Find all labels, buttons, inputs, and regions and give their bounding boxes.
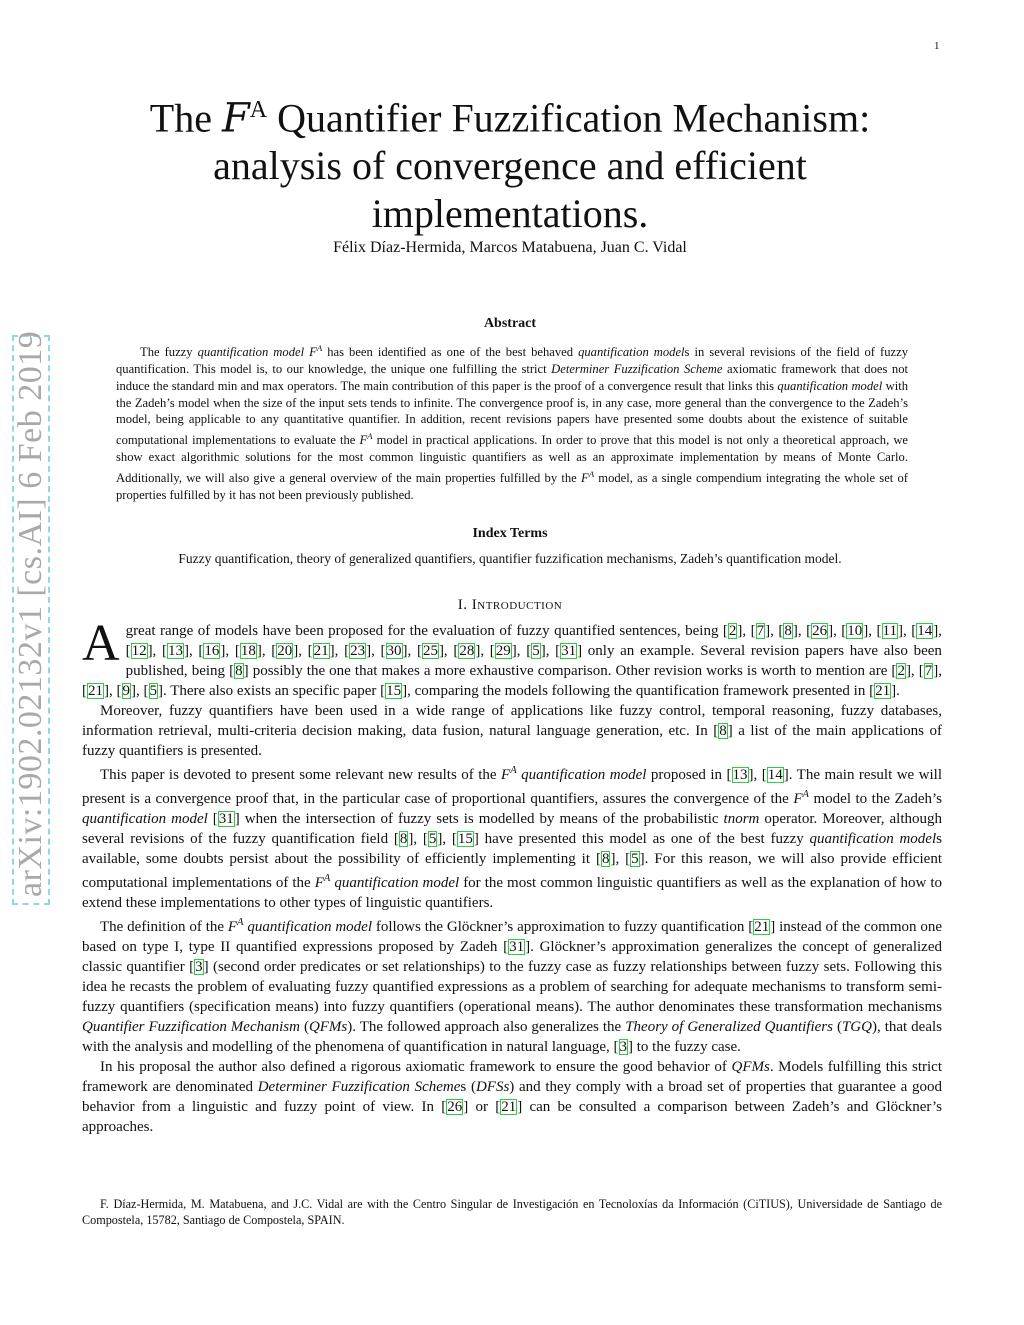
citation-link[interactable]: 7 <box>756 623 765 639</box>
citation-link[interactable]: 23 <box>350 643 366 659</box>
citation-link[interactable]: 26 <box>447 1099 463 1115</box>
index-terms: Fuzzy quantification, theory of generalized quantifiers, quantifier fuzzification mechanisms, Zadeh’s quantification model. <box>178 551 842 566</box>
citation-link[interactable]: 20 <box>277 643 293 659</box>
math-fa: $F^A$ <box>314 873 331 891</box>
citation-link[interactable]: 5 <box>428 831 437 847</box>
math-fa: $F^A$ <box>309 343 323 360</box>
paragraph-text: great range of models have been proposed for the evaluation of fuzzy quantified sentences, being [2], [7], [8], [26], [10], [11], [14], [12], [13], [16], [18], [20], [21], [23], [30], [25], [28], [29], [5], [31] only an example. Several revision papers have also been published, being [8] possibly the one that makes a more exhaustive comparison. Other revision works is worth to mention are [2], [7], [21], [9], [5]. There also exists an specific paper [15], comparing the models following the quantification framework presented in [21]. <box>82 623 943 699</box>
math-fa: $F^A$ <box>501 765 517 783</box>
citation-link[interactable]: 3 <box>619 1039 628 1055</box>
citation-link[interactable]: 14 <box>767 767 783 783</box>
citation-link[interactable]: 13 <box>732 767 748 783</box>
page-number: 1 <box>934 40 940 52</box>
title-pre: The <box>149 95 222 141</box>
paragraph: The definition of the $F^A$ quantification model follows the Glöckner’s approximation to fuzzy quantification [21] instead of the common one based on type I, type II quantified expressions proposed by Zadeh [31]. Glöckner’s approximation generalizes the concept of generalized classic quantifier [3] (second order predicates or set relationships) to the fuzzy case as fuzzy relationships between fuzzy sets. Following this idea he recasts the problem of evaluating fuzzy quantified expressions as a problem of searching for adequate mechanisms to transform semi-fuzzy quantifiers (specification means) into fuzzy quantifiers (operational means). The author denominates these transformation mechanisms Quantifier Fuzzification Mechanism (QFMs). The followed approach also generalizes the Theory of Generalized Quantifiers (TGQ), that deals with the analysis and modelling of the phenomena of quantification in natural language, [3] to the fuzzy case. <box>82 917 942 1055</box>
paragraph: This paper is devoted to present some relevant new results of the $F^A$ quantification model proposed in [13], [14]. The main result we will present is a convergence proof that, in the particular case of proportional quantifiers, assures the convergence of the $F^A$ model to the Zadeh’s quantification model [31] when the intersection of fuzzy sets is modelled by means of the probabilistic tnorm operator. Moreover, although several revisions of the fuzzy quantification field [8], [5], [15] have presented this model as one of the best fuzzy quantification models available, some doubts persist about the possibility of efficiently implementing it [8], [5]. For this reason, we will also provide efficient computational implementations of the $F^A$ quantification model for the most common linguistic quantifiers as well as the explanation of how to extend these implementations to other types of linguistic quantifiers. <box>82 765 943 911</box>
citation-link[interactable]: 8 <box>399 831 408 847</box>
citation-link[interactable]: 7 <box>924 663 933 679</box>
citation-link[interactable]: 8 <box>601 851 610 867</box>
citation-link[interactable]: 3 <box>195 959 203 975</box>
abstract <box>116 340 908 504</box>
citation-link[interactable]: 21 <box>754 919 770 935</box>
dropcap: A <box>82 615 120 672</box>
citation-link[interactable]: 14 <box>917 623 933 639</box>
citation-link[interactable]: 8 <box>784 623 792 639</box>
citation-link[interactable]: 11 <box>882 623 897 639</box>
authors: Félix Díaz-Hermida, Marcos Matabuena, Juan C. Vidal <box>333 239 687 256</box>
citation-link[interactable]: 31 <box>561 643 577 659</box>
citation-link[interactable]: 21 <box>88 683 103 699</box>
citation-link[interactable]: 5 <box>532 643 540 659</box>
citation-link[interactable]: 5 <box>631 851 639 867</box>
citation-link[interactable]: 31 <box>509 939 525 955</box>
math-fa: $F^A$ <box>359 431 373 448</box>
citation-link[interactable]: 15 <box>386 683 402 699</box>
paper-title <box>100 86 920 238</box>
citation-link[interactable]: 2 <box>728 623 737 639</box>
citation-link[interactable]: 2 <box>897 663 905 679</box>
citation-link[interactable]: 31 <box>218 811 234 827</box>
citation-link[interactable]: 21 <box>875 683 891 699</box>
title-math-sup: A <box>249 97 268 123</box>
footnote <box>82 1196 942 1228</box>
introduction-body <box>82 615 943 1137</box>
abstract-heading: Abstract <box>483 316 537 331</box>
paragraph <box>82 615 943 701</box>
abstract-text: The fuzzy quantification model $F^A$ has been identified as one of the best behaved quantification models in several revisions of the field of fuzzy quantification. This model is, to our knowledge, the unique one fulfilling the strict Determiner Fuzzification Scheme axiomatic framework that does not induce the standard min and max operators. The main contribution of this paper is the proof of a convergence result that links this quantification model with the Zadeh’s model when the size of the input sets tends to infinite. The convergence proof is, in any case, more general than the convergence to the Zadeh’s model, being applicable to any quantitative quantifier. In addition, recent revisions papers have presented some doubts about the existence of suitable computational implementations to evaluate the $F^A$ model in practical applications. In order to prove that this model is not only a theoretical approach, we show exact algorithmic solutions for the most common linguistic quantifiers as well as an approximate implementation by means of Monte Carlo. Additionally, we will also give a general overview of the main properties fulfilled by the $F^A$ model, as a single compendium integrating the whole set of properties fulfilled by it has not been previously published. <box>116 343 909 502</box>
math-fa: $F^A$ <box>580 468 595 486</box>
citation-link[interactable]: 30 <box>386 643 402 659</box>
paragraph: In his proposal the author also defined a rigorous axiomatic framework to ensure the good behavior of QFMs. Models fulfilling this strict framework are denominated Determiner Fuzzification Schemes (DFSs) and they comply with a broad set of properties that guarantee a good behavior from a linguistic and fuzzy point of view. In [26] or [21] can be consulted a comparison between Zadeh’s and Glöckner’s approaches. <box>82 1059 943 1135</box>
title-math: F <box>221 95 250 142</box>
arxiv-stamp[interactable]: arXiv:1902.02132v1 [cs.AI] 6 Feb 2019 <box>12 335 50 905</box>
citation-link[interactable]: 29 <box>495 643 511 659</box>
citation-link[interactable]: 13 <box>167 643 183 659</box>
citation-link[interactable]: 5 <box>149 683 157 699</box>
citation-link[interactable]: 8 <box>719 723 727 739</box>
title-post: Quantifier Fuzzification Mechanism: analysis of convergence and efficient implementations. <box>213 95 871 237</box>
citation-link[interactable]: 21 <box>501 1099 517 1115</box>
citation-link[interactable]: 25 <box>422 643 438 659</box>
citation-link[interactable]: 8 <box>235 663 243 679</box>
section-heading-introduction: I. Introduction <box>457 597 563 613</box>
citation-link[interactable]: 9 <box>122 683 130 699</box>
math-fa: $F^A$ <box>793 789 809 807</box>
paragraph: Moreover, fuzzy quantifiers have been used in a wide range of applications like fuzzy control, temporal reasoning, fuzzy databases, information retrieval, multi-criteria decision making, data fusion, natural language generation, etc. In [8] a list of the main applications of fuzzy quantifiers is presented. <box>82 703 942 759</box>
citation-link[interactable]: 10 <box>847 623 863 639</box>
citation-link[interactable]: 12 <box>131 643 147 659</box>
index-terms-heading: Index Terms <box>472 526 548 541</box>
citation-link[interactable]: 18 <box>240 643 256 659</box>
citation-link[interactable]: 16 <box>204 643 220 659</box>
citation-link[interactable]: 21 <box>313 643 329 659</box>
footnote-text: F. Díaz-Hermida, M. Matabuena, and J.C. Vidal are with the Centro Singular de Investigación en Tecnoloxías da Información (CiTIUS), Universidade de Santiago de Compostela, 15782, Santiago de Compostela, SPAIN. <box>82 1197 942 1227</box>
math-fa: $F^A$ <box>227 917 244 935</box>
citation-link[interactable]: 28 <box>459 643 475 659</box>
citation-link[interactable]: 15 <box>457 831 473 847</box>
citation-link[interactable]: 26 <box>812 623 828 639</box>
